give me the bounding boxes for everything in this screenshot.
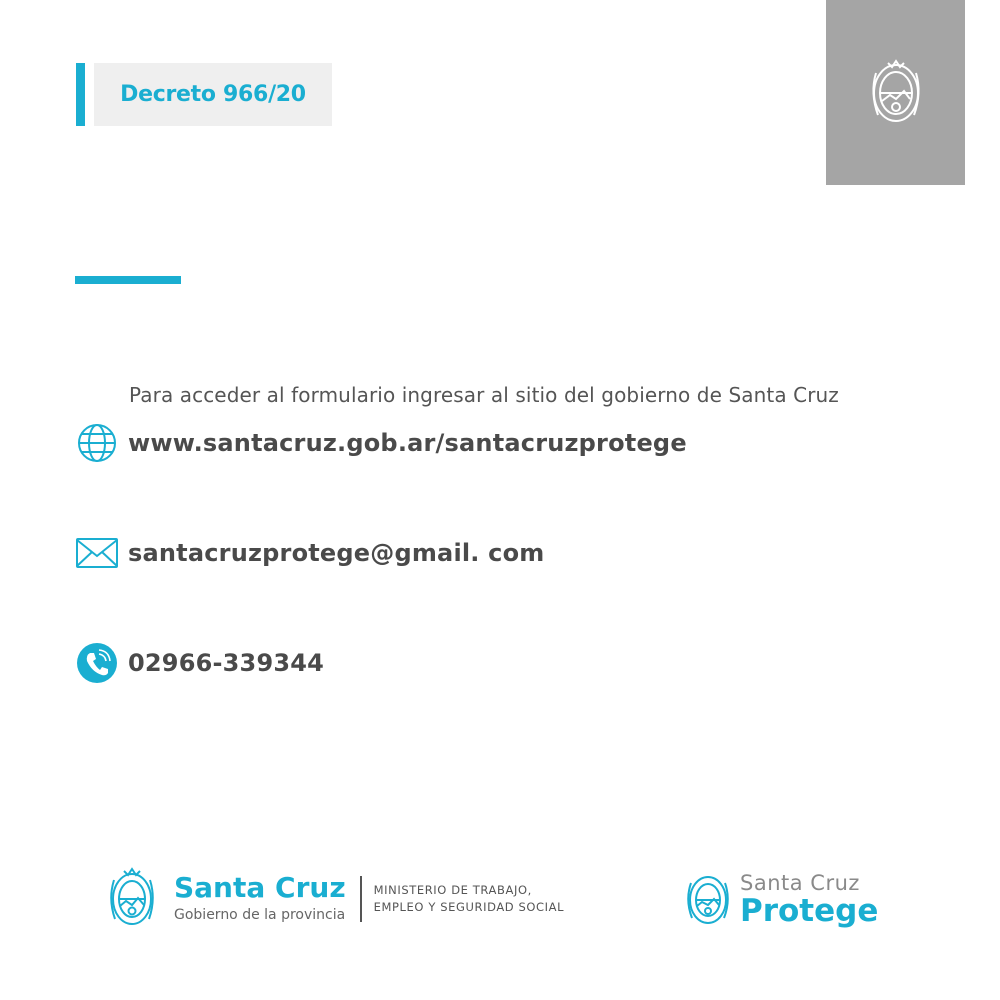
contact-email-row <box>75 531 545 575</box>
protege-logo <box>682 868 878 932</box>
contact-phone-row <box>75 641 324 685</box>
ministry-line-2: EMPLEO Y SEGURIDAD SOCIAL <box>373 900 565 914</box>
contact-website-row <box>75 421 687 465</box>
logo-divider <box>360 876 362 922</box>
decree-accent-bar <box>76 63 85 126</box>
phone-number[interactable]: 02966-339344 <box>128 649 325 677</box>
provincial-seal-icon <box>104 864 160 934</box>
decree-tag <box>94 63 332 126</box>
globe-icon <box>75 421 119 465</box>
provincial-seal-icon <box>682 868 734 932</box>
protege-bottom-text: Protege <box>740 893 879 929</box>
intro-text: Para acceder al formulario ingresar al sitio del gobierno de Santa Cruz <box>129 383 839 407</box>
gov-logo <box>104 864 564 934</box>
phone-icon <box>75 641 119 685</box>
ministry-name <box>374 882 565 916</box>
envelope-icon <box>75 531 119 575</box>
decree-label: Decreto 966/20 <box>120 82 306 107</box>
gov-name: Santa Cruz <box>174 871 346 904</box>
website-link[interactable]: www.santacruz.gob.ar/santacruzprotege <box>128 429 687 457</box>
ministry-line-1: MINISTERIO DE TRABAJO, <box>373 883 532 897</box>
provincial-seal-icon <box>864 53 928 133</box>
email-link[interactable]: santacruzprotege@gmail. com <box>128 539 545 567</box>
seal-panel <box>826 0 965 185</box>
gov-subtitle: Gobierno de la provincia <box>174 907 346 923</box>
protege-top-text: Santa Cruz <box>740 871 860 895</box>
accent-divider <box>75 276 181 284</box>
